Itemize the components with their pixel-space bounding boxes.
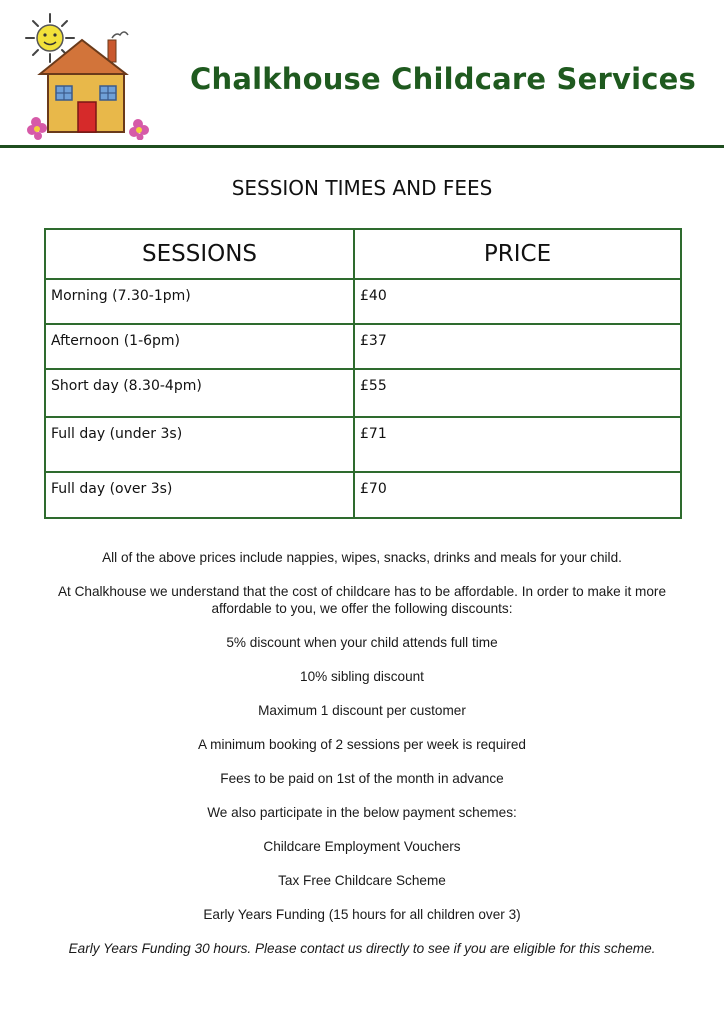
session-cell: Afternoon (1-6pm) xyxy=(45,324,354,369)
house-logo xyxy=(20,12,160,140)
table-row xyxy=(45,472,681,518)
price-cell: £71 xyxy=(354,417,681,472)
header-divider xyxy=(0,145,724,148)
column-header-sessions: SESSIONS xyxy=(45,229,354,279)
page-title: SESSION TIMES AND FEES xyxy=(231,176,493,200)
schemes-intro: We also participate in the below payment schemes: xyxy=(207,805,517,820)
early-years-30-note: Early Years Funding 30 hours. Please contact us directly to see if you are eligible for this scheme. xyxy=(68,941,656,956)
price-cell: £55 xyxy=(354,369,681,417)
column-header-price: PRICE xyxy=(354,229,681,279)
scheme-vouchers: Childcare Employment Vouchers xyxy=(263,839,461,854)
flower-icon xyxy=(27,117,47,140)
table-row xyxy=(45,369,681,417)
discount-sibling: 10% sibling discount xyxy=(300,669,424,684)
includes-note: All of the above prices include nappies, wipes, snacks, drinks and meals for your child. xyxy=(102,550,622,565)
page-header xyxy=(0,0,724,150)
max-discount-note: Maximum 1 discount per customer xyxy=(258,703,466,718)
fees-payment-note: Fees to be paid on 1st of the month in advance xyxy=(220,771,504,786)
company-name: Chalkhouse Childcare Services xyxy=(190,62,696,96)
price-cell: £70 xyxy=(354,472,681,518)
price-cell: £40 xyxy=(354,279,681,324)
session-cell: Full day (under 3s) xyxy=(45,417,354,472)
scheme-early-years: Early Years Funding (15 hours for all children over 3) xyxy=(203,907,521,922)
discount-full-time: 5% discount when your child attends full time xyxy=(226,635,498,650)
session-cell: Short day (8.30-4pm) xyxy=(45,369,354,417)
flower-icon xyxy=(129,119,149,140)
session-cell: Full day (over 3s) xyxy=(45,472,354,518)
table-row xyxy=(45,279,681,324)
fees-info xyxy=(40,549,684,957)
fees-table xyxy=(44,228,682,519)
table-row xyxy=(45,324,681,369)
affordability-note: At Chalkhouse we understand that the cost of childcare has to be affordable. In order to make it more affordable to you, we offer the following discounts: xyxy=(57,584,667,616)
min-booking-note: A minimum booking of 2 sessions per week is required xyxy=(198,737,526,752)
table-row xyxy=(45,417,681,472)
session-cell: Morning (7.30-1pm) xyxy=(45,279,354,324)
price-cell: £37 xyxy=(354,324,681,369)
table-header-row xyxy=(45,229,681,279)
scheme-tax-free: Tax Free Childcare Scheme xyxy=(278,873,446,888)
